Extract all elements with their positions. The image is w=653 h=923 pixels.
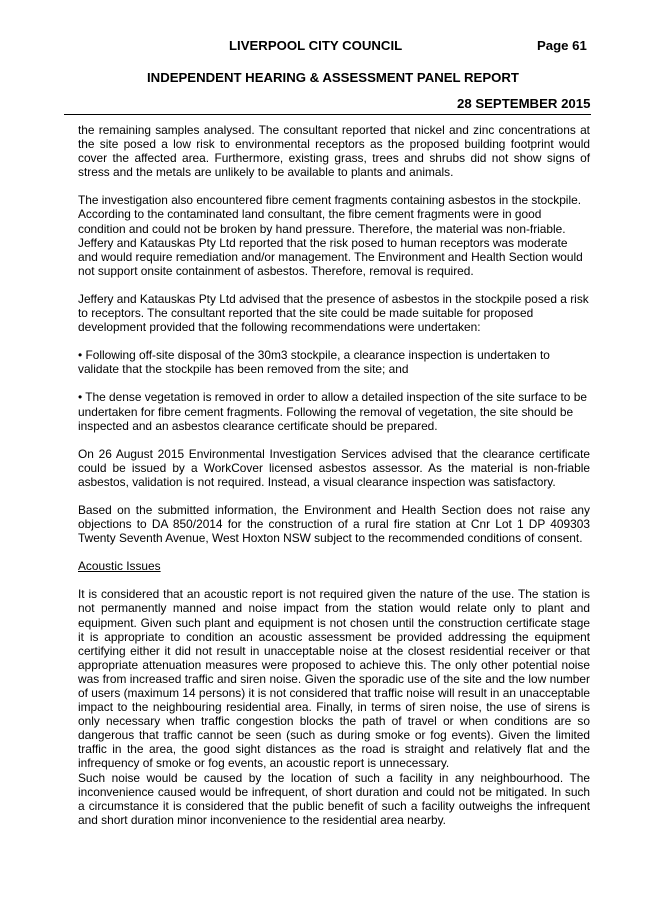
paragraph-consultant-advice: Jeffery and Katauskas Pty Ltd advised that the presence of asbestos in the stockpile posed a risk to receptors. The consultant reported that the site could be made suitable for proposed development provided that the following recommendations were undertaken: xyxy=(78,291,589,335)
paragraph-conclusion: Based on the submitted information, the Environment and Health Section does not raise any objections to DA 850/2014 for the construction of a rural fire station at Cnr Lot 1 DP 409303 Twenty Seventh Avenue, West Hoxton NSW subject to the recommended conditions of consent. xyxy=(78,502,590,546)
report-date: 28 SEPTEMBER 2015 xyxy=(457,96,591,111)
page-number: Page 61 xyxy=(537,38,587,53)
report-title: INDEPENDENT HEARING & ASSESSMENT PANEL REPORT xyxy=(147,70,519,85)
bullet-stockpile: • Following off-site disposal of the 30m3 stockpile, a clearance inspection is undertaken to validate that the stockpile has been removed from the site; and xyxy=(78,348,550,377)
paragraph-acoustic-assessment: It is considered that an acoustic report is not required given the nature of the use. The station is not permanently manned and noise impact from the station would relate only to plant and equipment. Given such plant and equipment is not chosen until the construction certificate stage it is appropriate to condition an acoustic assessment be provided addressing the equipment certifying either it did not result in unacceptable noise at the closest residential receiver or that appropriate attenuation measures were proposed to achieve this. The only other potential noise was from increased traffic and siren noise. Given the sporadic use of the site and the low number of users (maximum 14 persons) it is not considered that traffic noise will result in an unacceptable impact to the neighbouring residential area. Finally, in terms of siren noise, the use of sirens is only necessary when traffic congestion blocks the path of travel or when conditions are so dangerous that traffic cannot be seen (such as during smoke or fog events). Given the limited traffic in the area, the good sight distances as the road is straight and relatively flat and the infrequency of smoke or fog events, an acoustic report is unnecessary. xyxy=(78,587,590,771)
paragraph-metals: the remaining samples analysed. The consultant reported that nickel and zinc concentrations at the site posed a low risk to environmental receptors as the proposed building footprint would cover the affected area. Furthermore, existing grass, trees and shrubs did not show signs of stress and the metals are unlikely to be available to plants and animals. xyxy=(78,123,590,180)
document-body xyxy=(78,123,590,841)
paragraph-clearance-certificate: On 26 August 2015 Environmental Investigation Services advised that the clearance certificate could be issued by a WorkCover licensed asbestos assessor. As the material is non-friable asbestos, validation is not required. Instead, a visual clearance inspection was satisfactory. xyxy=(78,446,590,489)
paragraph-public-benefit: Such noise would be caused by the location of such a facility in any neighbourhood. The inconvenience caused would be infrequent, of short duration and could not be mitigated. In such a circumstance it is considered that the public benefit of such a facility outweighs the infrequent and short duration minor inconvenience to the residential area nearby. xyxy=(78,770,590,827)
header-divider xyxy=(64,114,591,115)
council-name: LIVERPOOL CITY COUNCIL xyxy=(229,38,403,53)
section-heading-acoustic: Acoustic Issues xyxy=(78,559,161,574)
bullet-vegetation: • The dense vegetation is removed in order to allow a detailed inspection of the site surface to be undertaken for fibre cement fragments. Following the removal of vegetation, the site should be inspected and an asbestos clearance certificate should be prepared. xyxy=(78,390,587,433)
paragraph-asbestos-investigation: The investigation also encountered fibre cement fragments containing asbestos in the stockpile. According to the contaminated land consultant, the fibre cement fragments were in good condition and could not be broken by hand pressure. Therefore, the material was non-friable. Jeffery and Katauskas Pty Ltd reported that the risk posed to human receptors was moderate and would require remediation and/or management. The Environment and Health Section would not support onsite containment of asbestos. Therefore, removal is required. xyxy=(78,193,583,278)
